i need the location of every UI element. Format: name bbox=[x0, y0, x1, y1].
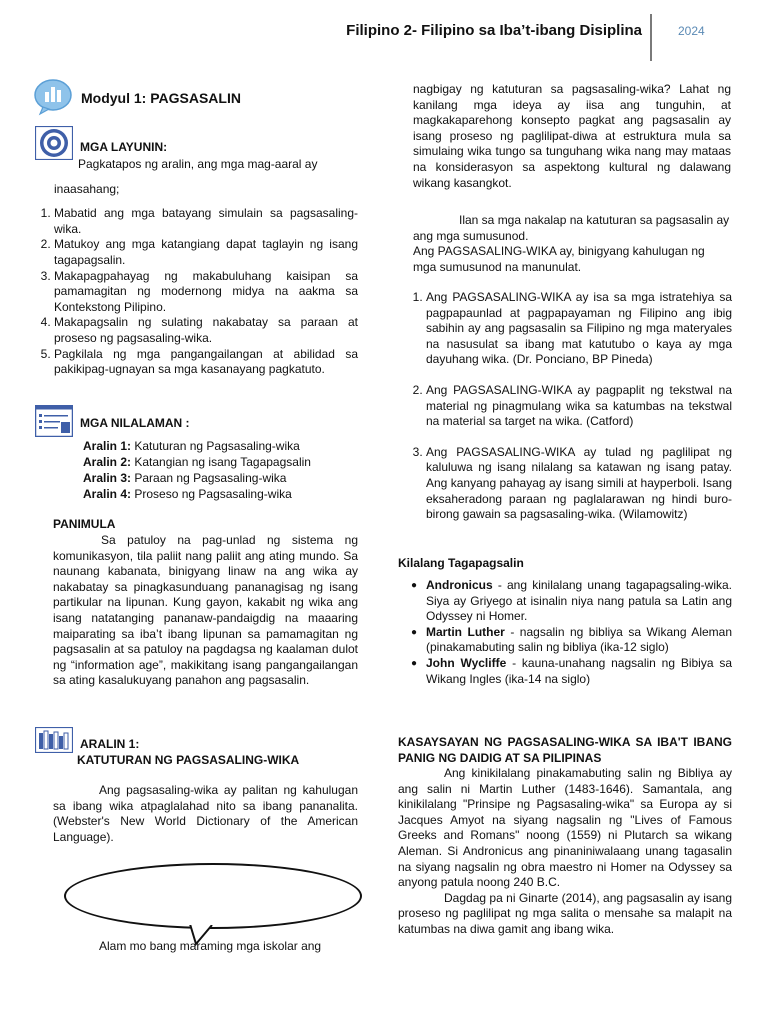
ilan-text: Ilan sa mga nakalap na katuturan sa pagsasalin ay ang mga sumusunod. bbox=[413, 213, 730, 243]
document-title: Filipino 2- Filipino sa Iba’t-ibang Disiplina bbox=[346, 22, 642, 39]
kasaysayan-heading: KASAYSAYAN NG PAGSASALING-WIKA SA IBA'T IBANG PANIG NG DAIDIG AT SA PILIPINAS bbox=[398, 735, 732, 765]
layunin-intro: Pagkatapos ng aralin, ang mga mag-aaral ay bbox=[78, 157, 318, 171]
nilalaman-heading: MGA NILALAMAN : bbox=[80, 416, 190, 430]
modyul-title: Modyul 1: PAGSASALIN bbox=[81, 90, 241, 106]
aralin1-bottom: Alam mo bang maraming mga iskolar ang bbox=[99, 939, 322, 953]
list-item: Aralin 2: Katangian ng isang Tagapagsalin bbox=[83, 455, 311, 469]
kasaysayan-text bbox=[398, 766, 732, 938]
list-item: 4. Makapagsalin ng sulating nakabatay sa paraan at proseso ng pagsasaling-wika. bbox=[54, 315, 358, 346]
panimula-text: Sa patuloy na pag-unlad ng sistema ng komunikasyon, tila paliit nang paliit ang ating mundo. Sa naunang kabanata, binigyang linaw na ang wika ay nakabatay sa pinagkasunduang pananagisag ng isang partikular na lipunan. Kung gayon, kakabit ng wika ang isang natatanging pananaw-pandaigdig na maaaring maiparating sa iba’t ibang lipunan sa pamamagitan ng pagsasalin at sa patuloy na pagdagsa ng kaalaman dulot ng “information age”, makikitang isang pangangailangan sa ating kasalukuyang panahon ang pagsasalin. bbox=[53, 533, 358, 688]
aralin1-text: Ang pagsasaling-wika ay palitan ng kahulugan sa ibang wika atpaglalahad nito sa ibang pananalita. (Webster's New World Dictionary of the American Language). bbox=[53, 783, 358, 844]
list-item: 1. Mabatid ang mga batayang simulain sa pagsasaling-wika. bbox=[54, 206, 358, 237]
list-item: 2. Matukoy ang mga katangiang dapat taglayin ng isang tagapagsalin. bbox=[54, 237, 358, 268]
list-item: 5. Pagkilala ng mga pangangailangan at abilidad sa pakikipag-ugnayan sa mga kasanayang pagkatuto. bbox=[54, 347, 358, 378]
list-item: 3. Makapagpahayag ng makabuluhang kaisipan sa pamamagitan ng modernong midya na aakma sa Kontekstong Pilipino. bbox=[54, 269, 358, 316]
layunin-heading: MGA LAYUNIN: bbox=[80, 140, 168, 154]
kilalang-heading: Kilalang Tagapagsalin bbox=[398, 556, 524, 570]
kasaysayan-para-1: Ang kinikilalang pinakamabuting salin ng Bibliya ay ang salin ni Martin Luther (1483-1646). Samantala, ang kinikilalang "Prinsipe ng Pagsasaling-wika" sa Europa ay si Jacques Amyot na siyang nagsalin ng "Lives of Famous Greeks and Romans" noong (1559) ni Plutarch sa wikang Aleman. Si Andronicus ang pinaniniwalaang unang tagasalin na siyang nagsalin ng obra maestro ni Homer na Odyssey sa anyong patula noong 240 B.C. bbox=[398, 766, 732, 890]
ang-text: Ang PAGSASALING-WIKA ay, binigyang kahulugan ng mga sumusunod na manunulat. bbox=[413, 244, 705, 274]
list-item: 3. Ang PAGSASALING-WIKA ay tulad ng paglilipat ng kaluluwa ng isang nilalang sa katawan ng isang patay. Ang kanyang pahayag ay isang simili at hayperboli. Isang eksaheradong paraan ng paglalarawan ng hindi buro-birong gawain sa pagsasaling-wika. (Wilamowitz) bbox=[426, 445, 732, 523]
tagapagsalin-list bbox=[398, 578, 732, 687]
kasaysayan-para-2: Dagdag pa ni Ginarte (2014), ang pagsasalin ay isang proseso ng paglilipat ng mga salita o mensahe sa malapit na katumbas na diwa gamit ang ibang wika. bbox=[398, 890, 732, 936]
right-intro: nagbigay ng katuturan sa pagsasaling-wika? Lahat ng kanilang mga ideya ay iisa ang tunguhin, at magkakaparehong konsepto pagkat ang pagsasalin ay isang proseso ng paglilipat-diwa at estruktura mula sa simulaing wika tungo sa tunguhang wika nang may mataas na konsiderasyon sa aspektong kultural ng dalawang wikang kasangkot. bbox=[413, 82, 731, 190]
right-ilan bbox=[413, 213, 731, 275]
list-item: ● Martin Luther - nagsalin ng bibliya sa Wikang Aleman (pinakamabuting salin ng bibliya (ika-12 siglo) bbox=[426, 625, 732, 656]
list-item: Aralin 3: Paraan ng Pagsasaling-wika bbox=[83, 471, 287, 485]
list-item: ● John Wycliffe - kauna-unahang nagsalin ng Bibiya sa Wikang Ingles (ika-14 na siglo) bbox=[426, 656, 732, 687]
list-item: Aralin 4: Proseso ng Pagsasaling-wika bbox=[83, 487, 292, 501]
definitions-list bbox=[412, 290, 732, 523]
list-item: ● Andronicus - ang kinilalang unang tagapagsaling-wika. Siya ay Griyego at isinalin niya nang patula sa Latin ang Odyssey ni Homer. bbox=[426, 578, 732, 625]
document-year: 2024 bbox=[678, 24, 705, 38]
aralin1-title: KATUTURAN NG PAGSASALING-WIKA bbox=[77, 753, 300, 767]
list-item: 2. Ang PAGSASALING-WIKA ay pagpaplit ng tekstwal na material ng pinagmulang wika sa katumbas na tekstwal na material sa target na wika. (Catford) bbox=[426, 383, 732, 430]
aralin1-label: ARALIN 1: bbox=[80, 737, 140, 751]
layunin-intro-cont: inaasahang; bbox=[54, 181, 120, 196]
panimula-heading: PANIMULA bbox=[53, 517, 116, 531]
list-item: 1. Ang PAGSASALING-WIKA ay isa sa mga istratehiya sa pagpapaunlad at pagpapayaman ng Filipino ang ibig sabihin ay ang pagsasalin sa Filipino ng mga materyales na nasusulat sa ibang mat katutubo o kaya ay mga dayuhang wika. (Dr. Ponciano, BP Pineda) bbox=[426, 290, 732, 368]
list-item: Aralin 1: Katuturan ng Pagsasaling-wika bbox=[83, 439, 300, 453]
